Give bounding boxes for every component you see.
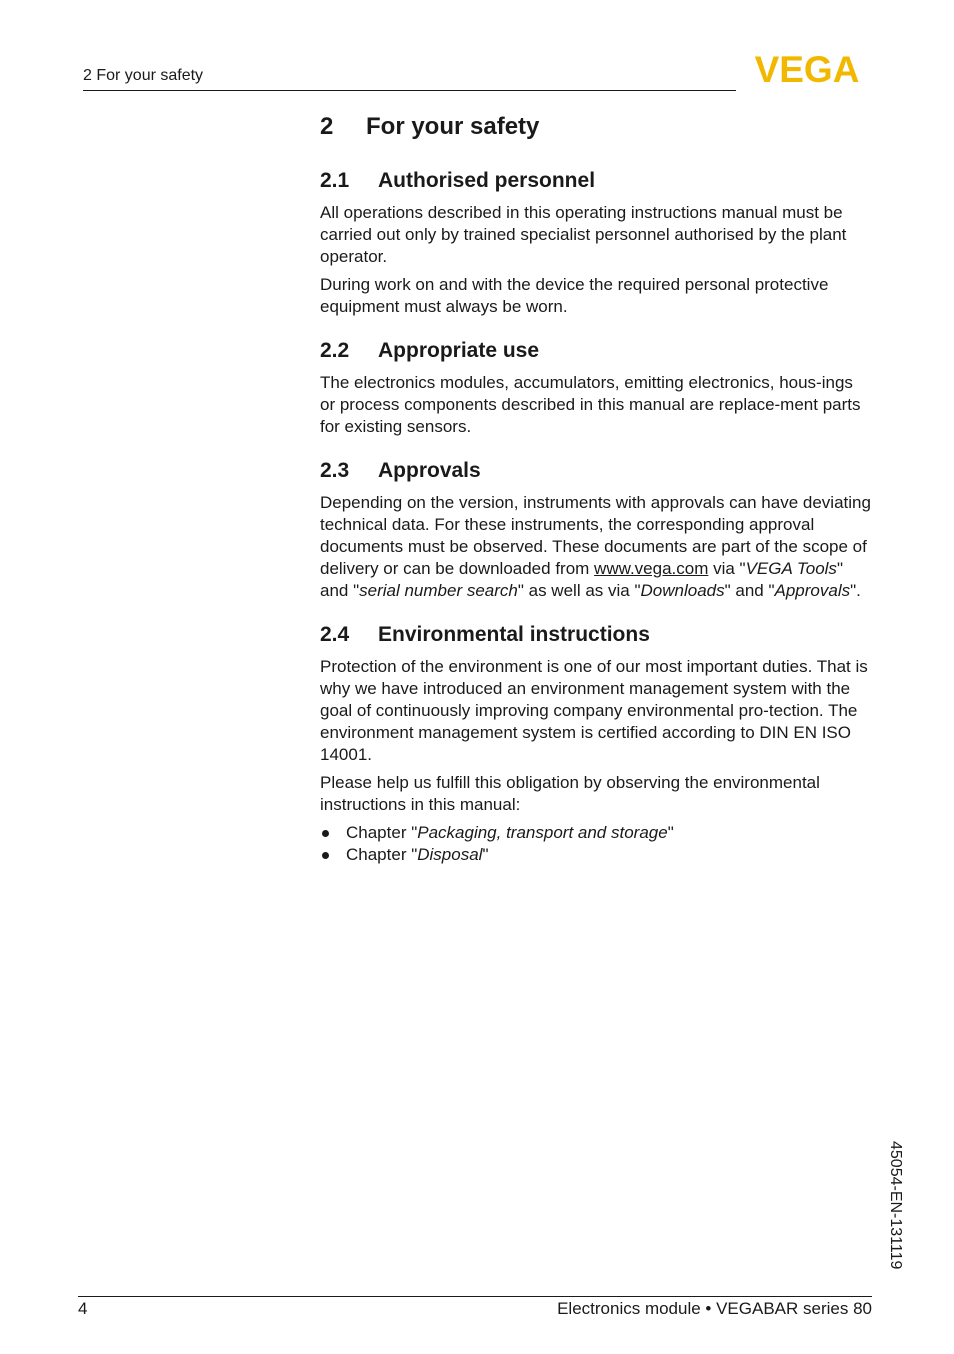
- section-number: 2.3: [320, 459, 350, 482]
- emphasis: Packaging, transport and storage: [417, 823, 668, 842]
- section-number: 2.4: [320, 623, 350, 646]
- footer-rule: [78, 1296, 872, 1297]
- section-title-text: Environmental instructions: [378, 623, 650, 646]
- list-item: [320, 844, 872, 866]
- section-number: 2.2: [320, 339, 350, 362]
- svg-text:VEGA: VEGA: [754, 52, 860, 86]
- text-run: Chapter ": [346, 845, 418, 864]
- running-header: 2 For your safety: [83, 67, 204, 84]
- main-content: [320, 110, 872, 884]
- section-approvals: [320, 456, 872, 602]
- emphasis: VEGA Tools: [745, 559, 837, 578]
- section-title-text: Approvals: [378, 459, 481, 482]
- emphasis: Downloads: [640, 581, 725, 600]
- section-title: [320, 456, 872, 486]
- text-run: " as well as via ": [517, 581, 641, 600]
- chapter-title-text: For your safety: [366, 113, 540, 140]
- section-title-text: Authorised personnel: [378, 169, 596, 192]
- emphasis: serial number search: [359, 581, 518, 600]
- page-number: 4: [78, 1299, 88, 1318]
- paragraph: During work on and with the device the required personal protective equipment must always be worn.: [320, 275, 829, 316]
- section-number: 2.1: [320, 169, 350, 192]
- paragraph: Please help us fulfill this obligation by observing the environmental instructions in this manual:: [320, 773, 820, 814]
- document-code: [884, 1141, 904, 1291]
- vega-logo: [742, 52, 872, 86]
- section-title-text: Appropriate use: [378, 339, 540, 362]
- header-rule: [83, 90, 736, 91]
- paragraph: Protection of the environment is one of our most important duties. That is why we have introduced an environment management system with the goal of continuously improving company environmental pro-tection. The environment management system is certified according to DIN EN ISO 14001.: [320, 657, 868, 764]
- text-run: ": [667, 823, 674, 842]
- footer-title: Electronics module • VEGABAR series 80: [557, 1299, 872, 1318]
- emphasis: Disposal: [417, 845, 483, 864]
- text-run: via ": [708, 559, 746, 578]
- paragraph: All operations described in this operating instructions manual must be carried out only by trained specialist personnel authorised by the plant operator.: [320, 203, 847, 266]
- text-run: Chapter ": [346, 823, 418, 842]
- document-code-text: 45054-EN-131119: [887, 1141, 904, 1270]
- section-title: [320, 620, 872, 650]
- paragraph: The electronics modules, accumulators, emitting electronics, hous-ings or process components described in this manual are replace-ment parts for existing sensors.: [320, 373, 861, 436]
- list-item: [320, 822, 872, 844]
- paragraph: [320, 492, 872, 602]
- vega-website-link[interactable]: www.vega.com: [594, 559, 709, 578]
- text-run: " and ": [724, 581, 775, 600]
- section-title: [320, 166, 872, 196]
- text-run: " and ": [320, 559, 843, 600]
- bullet-icon: [322, 830, 329, 837]
- text-run: Depending on the version, instruments with approvals can have deviating technical data. For these instruments, the corresponding approval documents must be observed. These documents are part of the scope of delivery or can be downloaded from: [320, 493, 871, 578]
- chapter-number: 2: [320, 113, 334, 140]
- section-environmental-instructions: [320, 620, 872, 866]
- emphasis: Approvals: [774, 581, 851, 600]
- chapter-title: [320, 110, 872, 144]
- bullet-list: [320, 822, 872, 866]
- section-appropriate-use: [320, 336, 872, 438]
- section-authorised-personnel: [320, 166, 872, 318]
- text-run: ".: [850, 581, 861, 600]
- bullet-icon: [322, 852, 329, 859]
- section-title: [320, 336, 872, 366]
- text-run: ": [482, 845, 489, 864]
